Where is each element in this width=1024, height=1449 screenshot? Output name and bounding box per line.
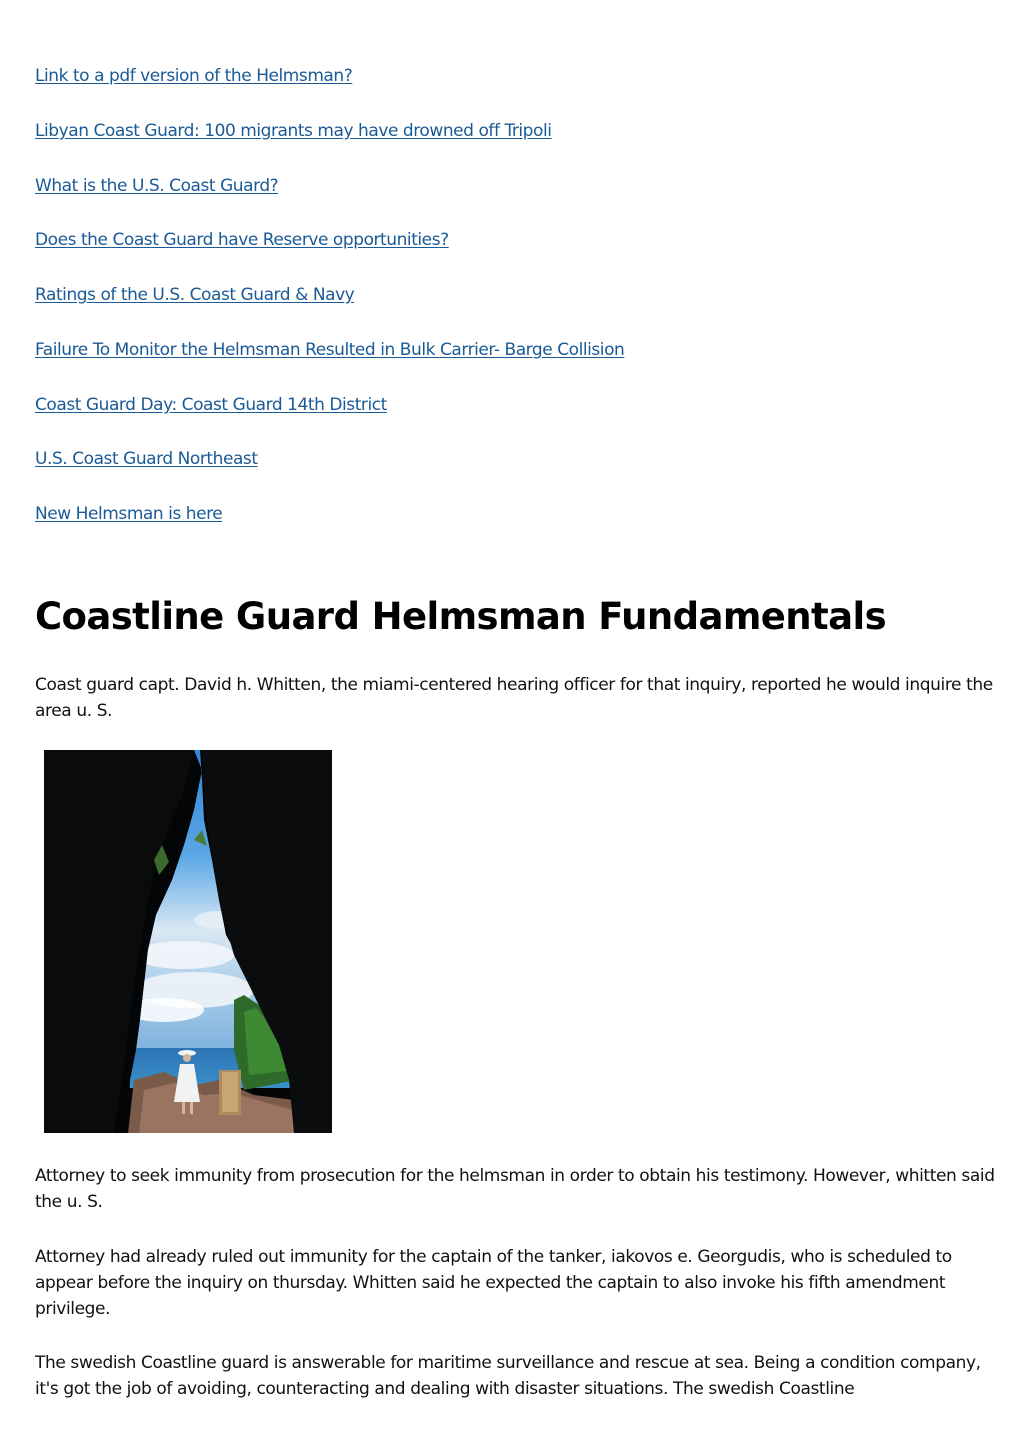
- link-pdf-version[interactable]: Link to a pdf version of the Helmsman?: [35, 66, 353, 86]
- article-paragraph: Attorney to seek immunity from prosecution for the helmsman in order to obtain his testimony. However, whitten said the u. S.: [35, 1166, 995, 1212]
- link-failure-to-monitor[interactable]: Failure To Monitor the Helmsman Resulted in Bulk Carrier- Barge Collision: [35, 339, 625, 360]
- article-paragraph: Coast guard capt. David h. Whitten, the miami-centered hearing officer for that inquiry, reported he would inquire the area u. S.: [35, 675, 993, 721]
- link-ratings-coast-guard-navy[interactable]: Ratings of the U.S. Coast Guard & Navy: [35, 285, 355, 305]
- article-paragraph: The swedish Coastline guard is answerable for maritime surveillance and rescue at sea. Being a condition company, it's got the job of avoiding, counteracting and dealing with disaster situations. The swedish Coastline: [35, 1353, 981, 1399]
- link-what-is-uscg[interactable]: What is the U.S. Coast Guard?: [35, 175, 279, 196]
- related-links-list: [35, 64, 624, 557]
- link-reserve-opportunities[interactable]: Does the Coast Guard have Reserve opportunities?: [35, 230, 449, 251]
- article-title: Coastline Guard Helmsman Fundamentals: [35, 595, 887, 638]
- article-paragraph: Attorney had already ruled out immunity for the captain of the tanker, iakovos e. Georgudis, who is scheduled to appear before the inquiry on thursday. Whitten said he expected the captain to also invoke his fifth amendment privilege.: [35, 1247, 952, 1319]
- link-new-helmsman[interactable]: New Helmsman is here: [35, 504, 223, 524]
- article-photo: [44, 750, 332, 1133]
- link-uscg-northeast[interactable]: U.S. Coast Guard Northeast: [35, 449, 258, 470]
- link-coast-guard-day[interactable]: Coast Guard Day: Coast Guard 14th District: [35, 394, 387, 415]
- link-libyan-coast-guard[interactable]: Libyan Coast Guard: 100 migrants may have drowned off Tripoli: [35, 120, 552, 141]
- cave-opening-photo: [44, 750, 332, 1133]
